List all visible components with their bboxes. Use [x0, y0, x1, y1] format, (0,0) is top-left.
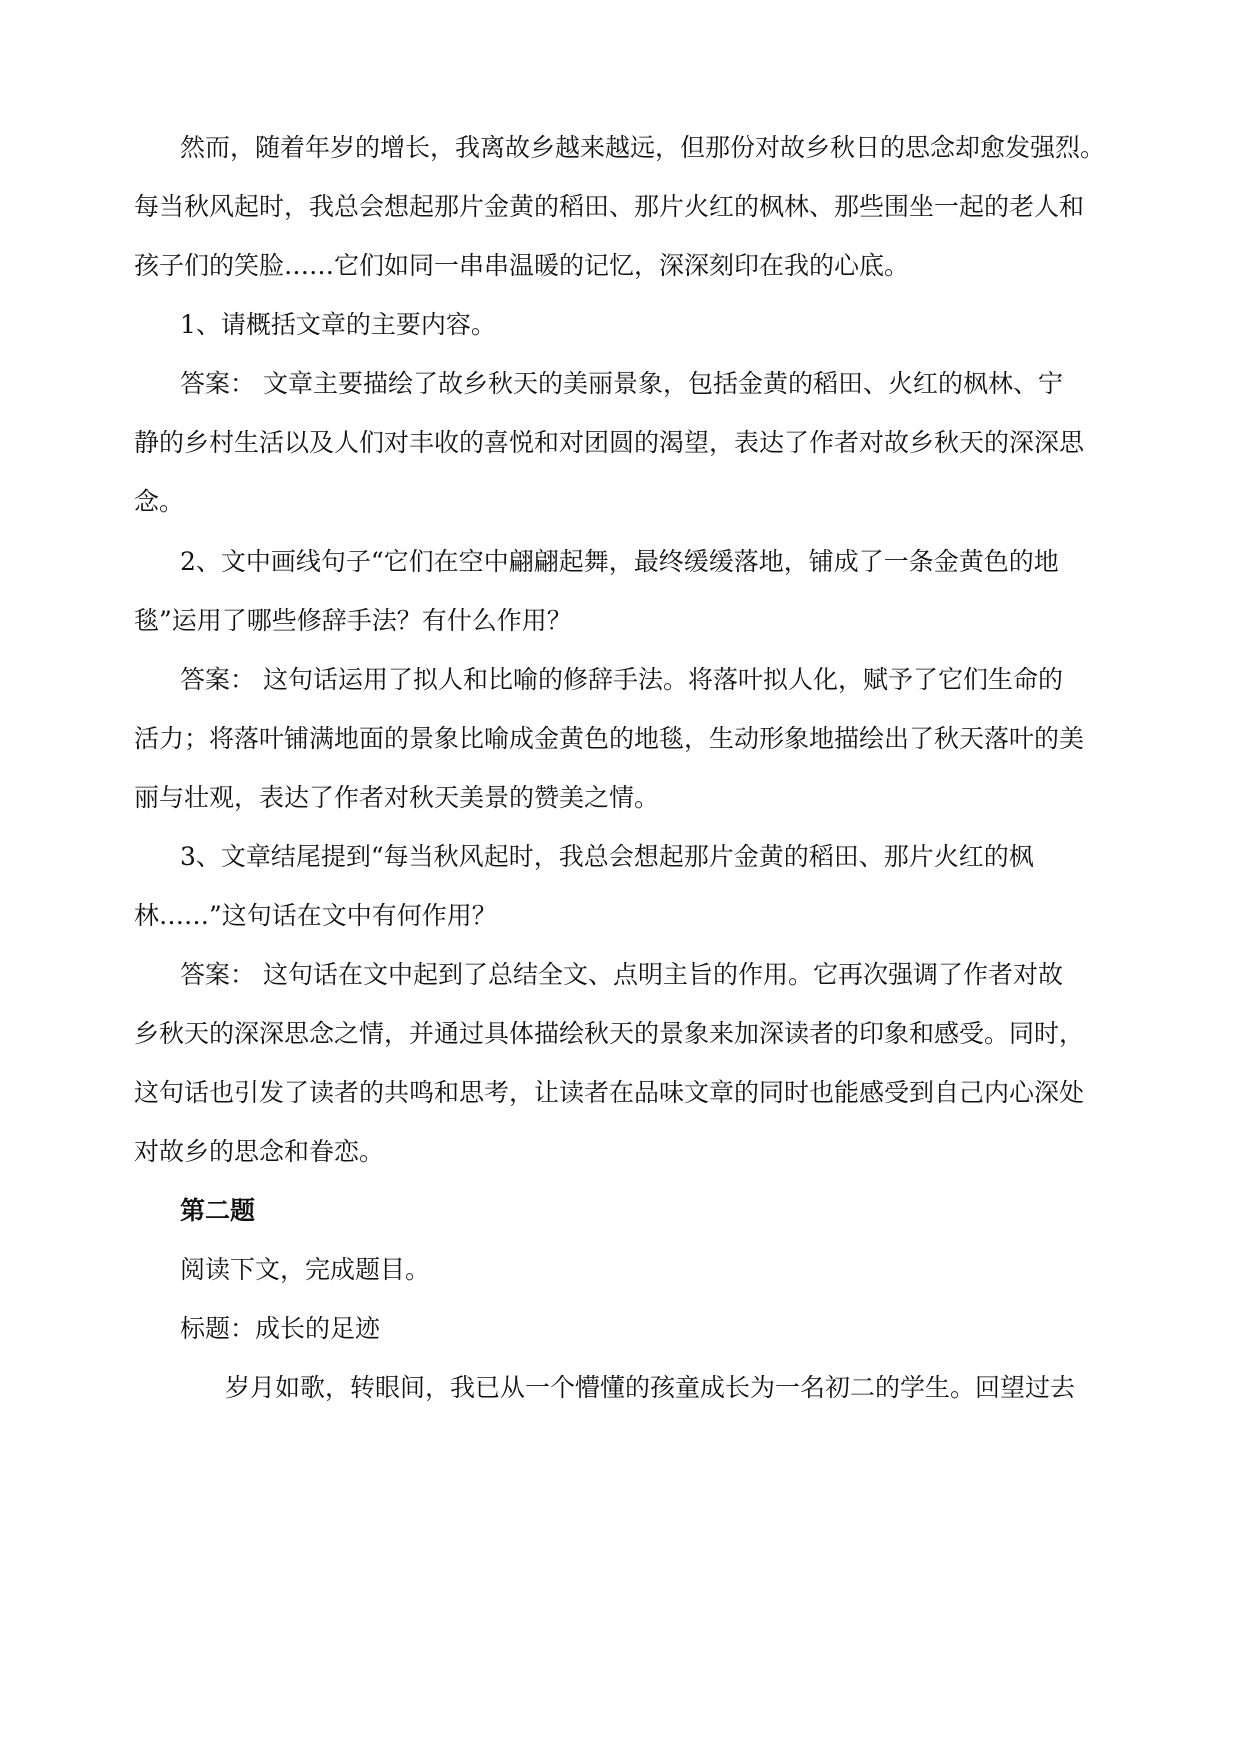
answer-2-line: 丽与壮观，表达了作者对秋天美景的赞美之情。 — [134, 783, 660, 812]
text-line: 孩子们的笑脸……它们如同一串串温暖的记忆，深深刻印在我的心底。 — [134, 251, 910, 280]
question-2-line: 毯”运用了哪些修辞手法？有什么作用？ — [134, 606, 572, 635]
answer-3-line: 对故乡的思念和眷恋。 — [134, 1137, 385, 1166]
answer-3-line: 答案： 这句话在文中起到了总结全文、点明主旨的作用。它再次强调了作者对故 — [180, 960, 1063, 989]
answer-3-line: 这句话也引发了读者的共鸣和思考，让读者在品味文章的同时也能感受到自己内心深处 — [134, 1078, 1085, 1107]
answer-1-line: 答案： 文章主要描绘了故乡秋天的美丽景象，包括金黄的稻田、火红的枫林、宁 — [180, 369, 1063, 398]
text-line: 然而，随着年岁的增长，我离故乡越来越远，但那份对故乡秋日的思念却愈发强烈。 — [180, 133, 1106, 162]
question-2: 2、文中画线句子“它们在空中翩翩起舞，最终缓缓落地，铺成了一条金黄色的地 — [180, 547, 1059, 576]
question-3: 3、文章结尾提到“每当秋风起时，我总会想起那片金黄的稻田、那片火红的枫 — [180, 842, 1034, 871]
instruction-text: 阅读下文，完成题目。 — [180, 1255, 431, 1284]
question-3-line: 林……”这句话在文中有何作用？ — [134, 901, 497, 930]
answer-3-line: 乡秋天的深深思念之情，并通过具体描绘秋天的景象来加深读者的印象和感受。同时， — [134, 1019, 1085, 1048]
question-1: 1、请概括文章的主要内容。 — [180, 310, 496, 339]
answer-1-line: 静的乡村生活以及人们对丰收的喜悦和对团圆的渴望，表达了作者对故乡秋天的深深思 — [134, 428, 1085, 457]
passage-line: 岁月如歌，转眼间，我已从一个懵懂的孩童成长为一名初二的学生。回望过去 — [225, 1373, 1076, 1402]
answer-2-line: 答案： 这句话运用了拟人和比喻的修辞手法。将落叶拟人化，赋予了它们生命的 — [180, 665, 1063, 694]
passage-title: 标题：成长的足迹 — [180, 1314, 381, 1343]
answer-1-line: 念。 — [134, 487, 185, 516]
answer-2-line: 活力；将落叶铺满地面的景象比喻成金黄色的地毯，生动形象地描绘出了秋天落叶的美 — [134, 724, 1085, 753]
section-heading: 第二题 — [180, 1196, 256, 1225]
text-line: 每当秋风起时，我总会想起那片金黄的稻田、那片火红的枫林、那些围坐一起的老人和 — [134, 192, 1085, 221]
